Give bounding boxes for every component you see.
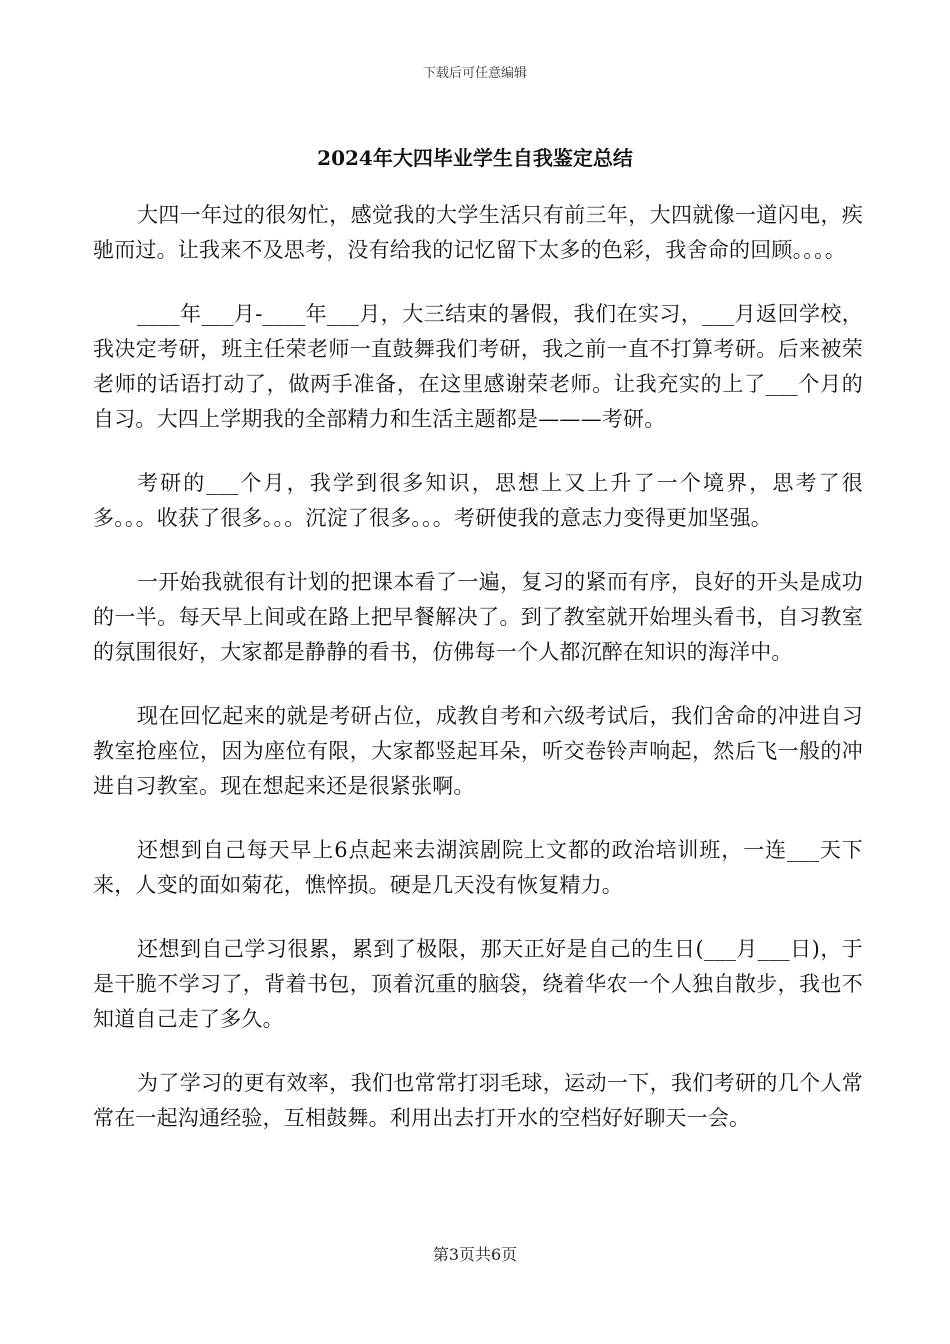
page-number: 第3页共6页 [432, 1245, 518, 1264]
paragraph: 还想到自己每天早上6点起来去湖滨剧院上文都的政治培训班，一连___天下来，人变的面如菊花，憔悴损。硬是几天没有恢复精力。 [93, 838, 863, 897]
paragraph: 一开始我就很有计划的把课本看了一遍，复习的紧而有序，良好的开头是成功的一半。每天早上间或在路上把早餐解决了。到了教室就开始埋头看书，自习教室的氛围很好，大家都是静静的看书，仿佛每一个人都沉醉在知识的海洋中。 [93, 570, 863, 664]
paragraph: ____年___月-____年___月，大三结束的暑假，我们在实习，___月返回学校，我决定考研，班主任荣老师一直鼓舞我们考研，我之前一直不打算考研。后来被荣老师的话语打动了，做两手准备，在这里感谢荣老师。让我充实的上了___个月的自习。大四上学期我的全部精力和生活主题都是———考研。 [93, 302, 863, 431]
document-body [93, 198, 863, 1165]
paragraph: 还想到自己学习很累，累到了极限，那天正好是自己的生日(___月___日)，于是干脆不学习了，背着书包，顶着沉重的脑袋，绕着华农一个人独自散步，我也不知道自己走了多久。 [93, 937, 863, 1031]
paragraph: 考研的___个月，我学到很多知识，思想上又上升了一个境界，思考了很多。。。收获了很多。。。沉淀了很多。。。考研使我的意志力变得更加坚强。 [93, 471, 863, 530]
paragraph: 大四一年过的很匆忙，感觉我的大学生活只有前三年，大四就像一道闪电，疾驰而过。让我来不及思考，没有给我的记忆留下太多的色彩，我舍命的回顾。。。。 [93, 203, 863, 262]
paragraph: 现在回忆起来的就是考研占位，成教自考和六级考试后，我们舍命的冲进自习教室抢座位，因为座位有限，大家都竖起耳朵，听交卷铃声响起，然后飞一般的冲进自习教室。现在想起来还是很紧张啊。 [93, 704, 863, 798]
header-note: 下载后可任意编辑 [422, 66, 527, 81]
paragraph: 为了学习的更有效率，我们也常常打羽毛球，运动一下，我们考研的几个人常常在一起沟通经验，互相鼓舞。利用出去打开水的空档好好聊天一会。 [93, 1071, 863, 1130]
document-title: 2024年大四毕业学生自我鉴定总结 [317, 146, 633, 170]
